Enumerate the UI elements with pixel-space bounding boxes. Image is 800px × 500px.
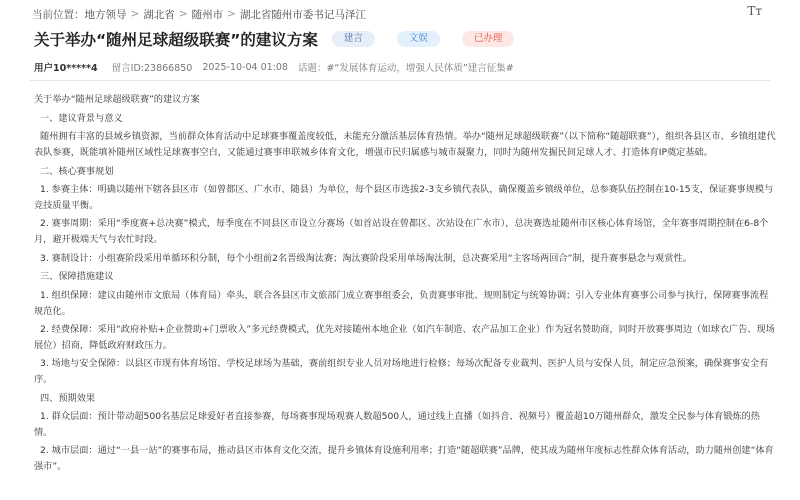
tag-culture: 文娱 bbox=[397, 31, 440, 47]
breadcrumb-item-city[interactable]: 随州市 bbox=[191, 8, 224, 21]
breadcrumb bbox=[32, 4, 752, 24]
section-heading: 二、核心赛事规划 bbox=[40, 165, 114, 177]
status-badge: 已办理 bbox=[462, 31, 515, 47]
body-paragraph: 1. 组织保障：建议由随州市文旅局（体育局）牵头，联合各县区市文旅部门成立赛事组委会，负责赛事审批、规则制定与统筹协调；引入专业体育赛事公司参与执行，保障赛事流程规范化。 bbox=[34, 290, 769, 317]
divider bbox=[30, 80, 770, 81]
font-size-icon[interactable]: Tт bbox=[747, 4, 762, 18]
post-time: 2025-10-04 01:08 bbox=[202, 61, 288, 73]
topic-link[interactable]: 话题：#“发展体育运动，增强人民体质”建言征集# bbox=[297, 63, 514, 74]
body-paragraph: 2. 经费保障：采用“政府补贴+企业赞助+门票收入”多元经费模式，优先对接随州本地企业（如汽车制造、农产品加工企业）作为冠名赞助商，同时开放赛事周边（如球衣广告、现场展位）招商，降低政府财政压力。 bbox=[34, 324, 775, 351]
message-id: 留言ID:23866850 bbox=[111, 63, 193, 74]
chevron-right-icon: > bbox=[178, 8, 188, 20]
username[interactable]: 用户10*****4 bbox=[34, 63, 98, 74]
section-heading: 三、保障措施建议 bbox=[40, 271, 114, 283]
chevron-right-icon: > bbox=[130, 8, 140, 20]
body-heading: 关于举办“随州足球超级联赛”的建议方案 bbox=[34, 94, 200, 105]
body-paragraph: 2. 城市层面：通过“一县一站”的赛事布局，推动县区市体育文化交流，提升乡镇体育设施利用率；打造“随超联赛”品牌，使其成为随州年度标志性群众体育活动，助力随州创建“体育强市”。 bbox=[34, 445, 774, 472]
breadcrumb-item-province[interactable]: 湖北省 bbox=[143, 8, 175, 21]
post-meta bbox=[34, 60, 524, 74]
breadcrumb-item-leaders[interactable]: 地方领导 bbox=[84, 8, 127, 21]
page-title: 关于举办“随州足球超级联赛”的建议方案 bbox=[34, 31, 318, 49]
section-heading: 四、预期效果 bbox=[40, 392, 96, 404]
tag-suggestion: 建言 bbox=[332, 31, 375, 47]
breadcrumb-item-secretary[interactable]: 湖北省随州市委书记马泽江 bbox=[239, 8, 366, 21]
body-paragraph: 1. 参赛主体：明确以随州下辖各县区市（如曾都区、广水市、随县）为单位，每个县区市选拔2-3支乡镇代表队，确保覆盖乡镇级单位，总参赛队伍控制在10-15支，保证赛事规模与竞技质量平衡。 bbox=[34, 184, 774, 211]
body-paragraph: 1. 群众层面：预计带动超500名基层足球爱好者直接参赛，每场赛事现场观赛人数超500人，通过线上直播（如抖音、视频号）覆盖超10万随州群众，激发全民参与体育锻炼的热情。 bbox=[34, 411, 760, 438]
body-paragraph: 随州拥有丰富的县域乡镇资源，当前群众体育活动中足球赛事覆盖度较低，未能充分激活基层体育热情。举办“随州足球超级联赛”（以下简称“随超联赛”），组织各县区市、乡镇组建代表队参赛，既能填补随州区域性足球赛事空白，又能通过赛事串联城乡体育文化，增强市民归属感与城市凝聚力，同时为随州发掘民间足球人才、打造体育IP奠定基础。 bbox=[34, 131, 776, 158]
body-paragraph: 3. 赛制设计：小组赛阶段采用单循环积分制，每个小组前2名晋级淘汰赛；淘汰赛阶段采用单场淘汰制，总决赛采用“主客场两回合”制，提升赛事悬念与观赏性。 bbox=[40, 252, 692, 264]
chevron-right-icon: > bbox=[227, 8, 236, 20]
breadcrumb-prefix: 当前位置： bbox=[32, 8, 85, 21]
section-heading: 一、建议背景与意义 bbox=[40, 112, 123, 124]
title-row bbox=[34, 28, 514, 50]
body-paragraph: 2. 赛事周期：采用“季度赛+总决赛”模式，每季度在不同县区市设立分赛场（如首站设在曾都区、次站设在广水市），总决赛选址随州市区核心体育场馆，全年赛事周期控制在6-8个月，避开极端天气与农忙时段。 bbox=[34, 218, 769, 245]
article-body bbox=[34, 92, 776, 478]
body-paragraph: 3. 场地与安全保障：以县区市现有体育场馆、学校足球场为基础，赛前组织专业人员对场地进行检修；每场次配备专业裁判、医护人员与安保人员，制定应急预案，确保赛事安全有序。 bbox=[34, 358, 769, 385]
